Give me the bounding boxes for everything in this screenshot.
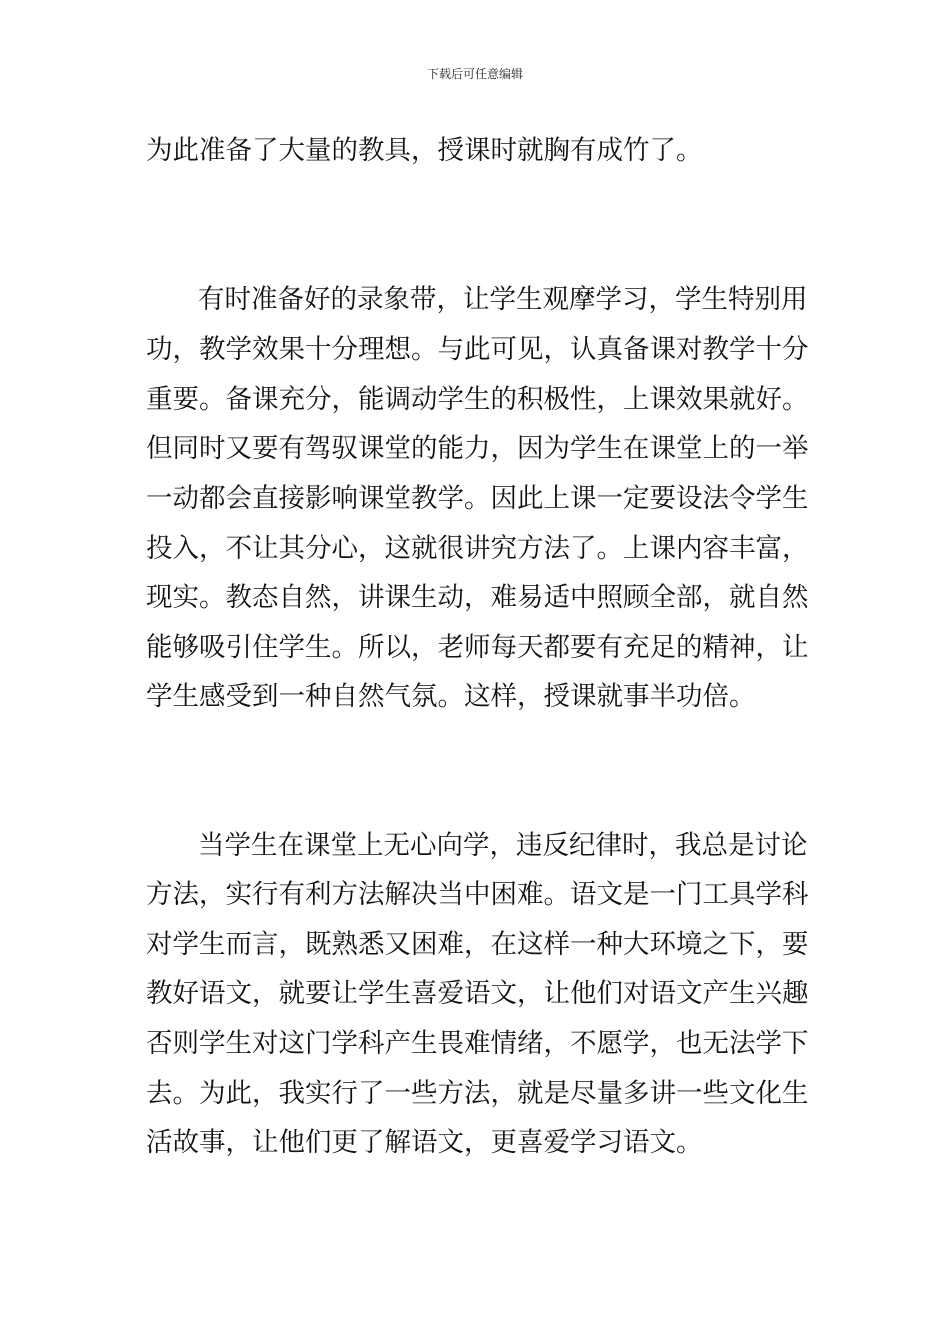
paragraph-3-line-3: 对学生而言，既熟悉又困难，在这样一种大环境之下，要: [146, 929, 809, 960]
paragraph-3-line-2: 方法，实行有利方法解决当中困难。语文是一门工具学科: [146, 879, 809, 910]
paragraph-2-line-8: 能够吸引住学生。所以，老师每天都要有充足的精神，让: [146, 632, 809, 663]
page-header: 下载后可任意编辑: [426, 67, 523, 81]
paragraph-2-line-7: 现实。教态自然，讲课生动，难易适中照顾全部，就自然: [146, 582, 809, 613]
paragraph-1-line-1: 为此准备了大量的教具，授课时就胸有成竹了。: [146, 135, 703, 166]
paragraph-2-line-9: 学生感受到一种自然气氛。这样，授课就事半功倍。: [146, 681, 756, 712]
paragraph-3-line-7: 活故事，让他们更了解语文，更喜爱学习语文。: [146, 1127, 703, 1158]
paragraph-2-line-1: 有时准备好的录象带，让学生观摩学习，学生特别用: [198, 284, 808, 315]
paragraph-2-line-2: 功，教学效果十分理想。与此可见，认真备课对教学十分: [146, 334, 809, 365]
paragraph-2-line-3: 重要。备课充分，能调动学生的积极性，上课效果就好。: [146, 384, 809, 415]
paragraph-3-line-4: 教好语文，就要让学生喜爱语文，让他们对语文产生兴趣: [146, 978, 809, 1009]
paragraph-2-line-6: 投入，不让其分心，这就很讲究方法了。上课内容丰富，: [146, 533, 809, 564]
paragraph-3-line-6: 去。为此，我实行了一些方法，就是尽量多讲一些文化生: [146, 1078, 809, 1109]
paragraph-2-line-4: 但同时又要有驾驭课堂的能力，因为学生在课堂上的一举: [146, 433, 809, 464]
paragraph-2-line-5: 一动都会直接影响课堂教学。因此上课一定要设法令学生: [146, 483, 809, 514]
paragraph-3-line-5: 否则学生对这门学科产生畏难情绪，不愿学，也无法学下: [146, 1028, 809, 1059]
paragraph-3-line-1: 当学生在课堂上无心向学，违反纪律时，我总是讨论: [198, 830, 808, 861]
